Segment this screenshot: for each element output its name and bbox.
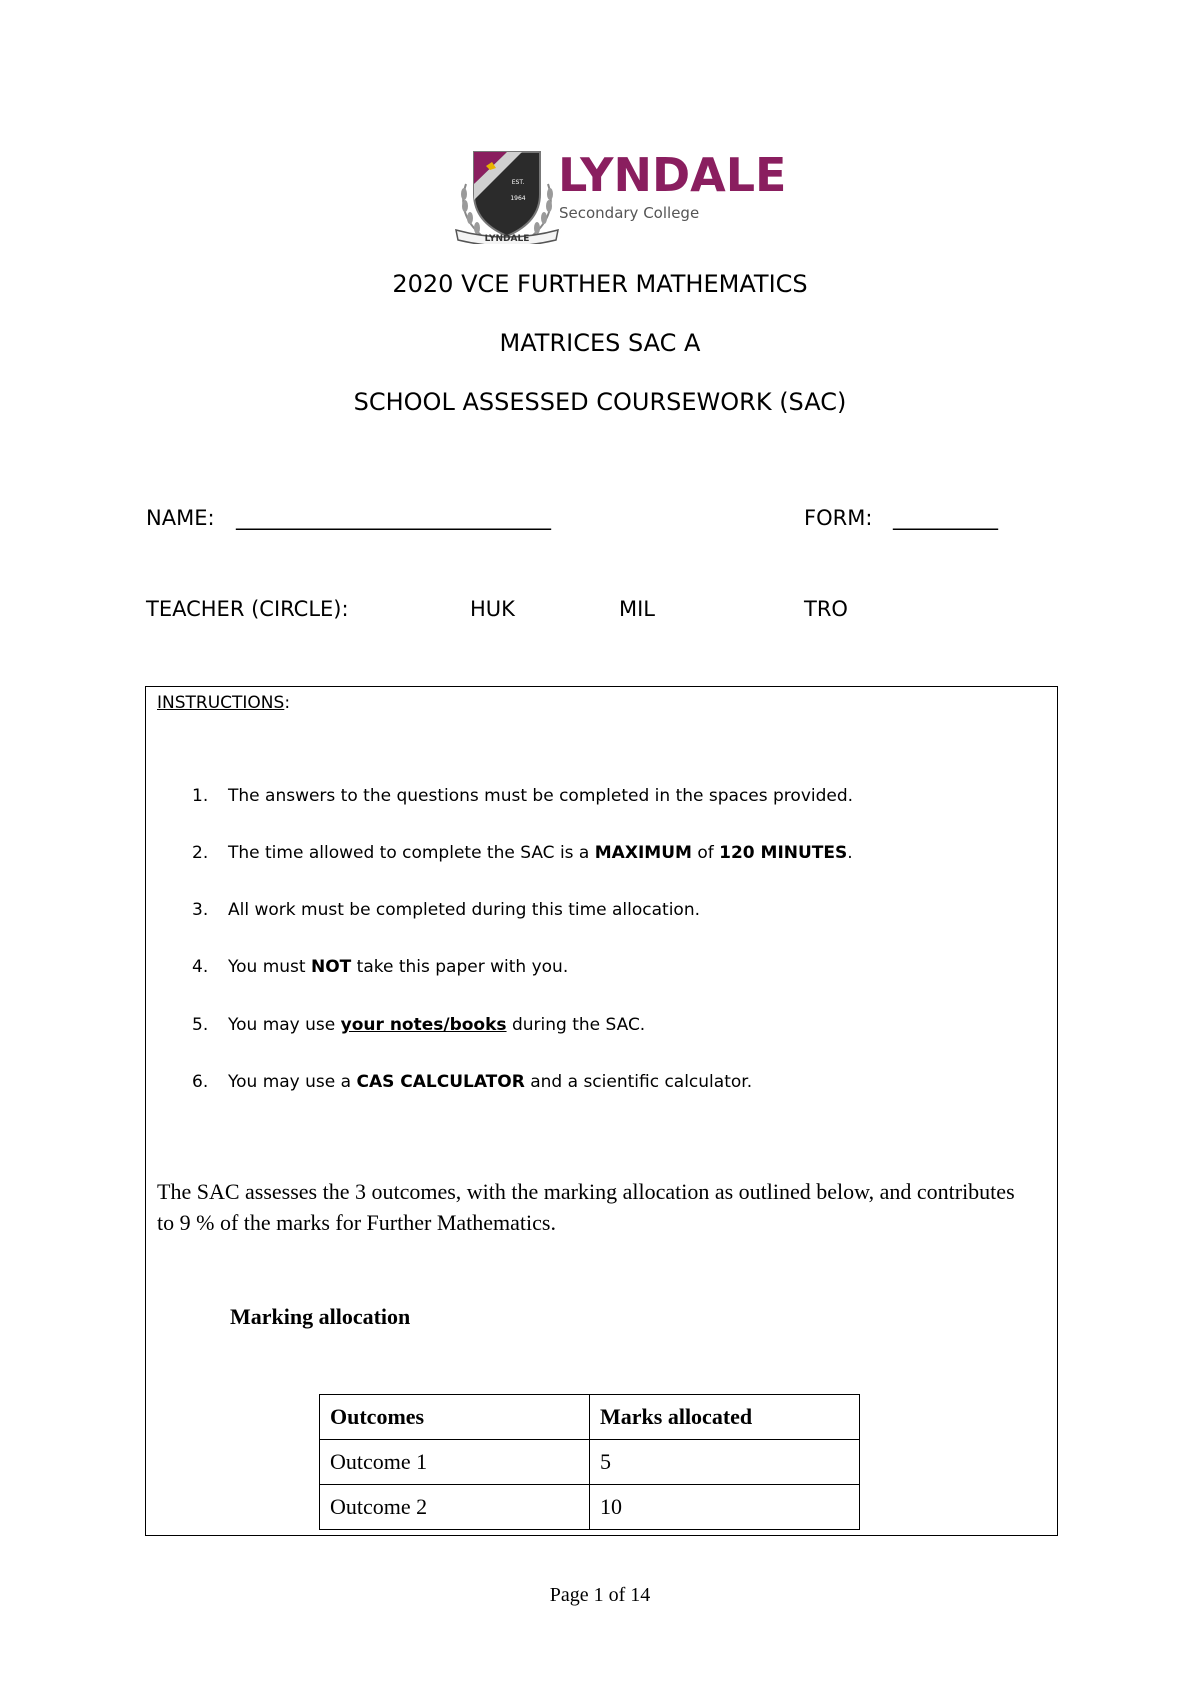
form-field[interactable]: __________ — [893, 506, 998, 530]
instruction-item — [192, 845, 853, 862]
marking-table — [319, 1394, 860, 1530]
instruction-number: 5. — [192, 1015, 209, 1035]
table-row — [320, 1440, 860, 1485]
instruction-item — [192, 788, 853, 805]
instruction-text: You may use a — [228, 1072, 357, 1092]
instruction-text: during the SAC. — [506, 1015, 646, 1035]
teacher-option-tro[interactable]: TRO — [804, 597, 848, 621]
name-field[interactable]: ______________________________ — [236, 506, 551, 530]
instruction-number: 6. — [192, 1072, 209, 1092]
table-header-row — [320, 1395, 860, 1440]
school-name: LYNDALE — [558, 148, 787, 202]
instruction-text: The answers to the questions must be completed in the spaces provided. — [228, 786, 854, 806]
page-number: Page 1 of 14 — [549, 1584, 651, 1606]
instruction-text: and a scientific calculator. — [524, 1072, 753, 1092]
instruction-text: of — [691, 843, 720, 863]
table-cell: 5 — [590, 1440, 860, 1485]
instructions-heading-wrap: INSTRUCTIONS: — [157, 693, 291, 713]
instruction-text: CAS CALCULATOR — [356, 1072, 525, 1092]
assessment-paragraph: The SAC assesses the 3 outcomes, with the marking allocation as outlined below, and contributes to 9 % of the marks for Further Mathematics. — [157, 1179, 1015, 1235]
instructions-heading: INSTRUCTIONS — [157, 693, 285, 713]
instruction-number: 3. — [192, 900, 209, 920]
instruction-text: your notes/books — [340, 1015, 507, 1035]
teacher-option-huk[interactable]: HUK — [470, 597, 515, 621]
crest-year-text: 1964 — [510, 195, 526, 202]
crest-est-text: EST. — [511, 179, 525, 186]
instruction-text: MAXIMUM — [594, 843, 692, 863]
table-header-cell: Outcomes — [320, 1395, 590, 1440]
instruction-text: NOT — [310, 957, 352, 977]
document-subtitle: MATRICES SAC A — [499, 329, 701, 357]
name-label: NAME: — [146, 506, 215, 530]
instruction-text: The time allowed to complete the SAC is a — [228, 843, 595, 863]
table-cell: Outcome 2 — [320, 1485, 590, 1530]
instruction-text: take this paper with you. — [351, 957, 569, 977]
table-cell: 10 — [590, 1485, 860, 1530]
marking-allocation-heading: Marking allocation — [230, 1304, 411, 1329]
instruction-text: You may use — [228, 1015, 341, 1035]
form-label: FORM: — [804, 506, 873, 530]
table-header-cell: Marks allocated — [590, 1395, 860, 1440]
instruction-text: 120 MINUTES — [719, 843, 848, 863]
instruction-item — [192, 959, 568, 976]
teacher-option-mil[interactable]: MIL — [619, 597, 656, 621]
table-row — [320, 1485, 860, 1530]
document-type: SCHOOL ASSESSED COURSEWORK (SAC) — [353, 388, 847, 416]
teacher-label: TEACHER (CIRCLE): — [146, 597, 349, 621]
instruction-item — [192, 902, 700, 919]
crest-banner-text: LYNDALE — [484, 234, 530, 244]
instruction-number: 2. — [192, 843, 209, 863]
school-subtitle: Secondary College — [559, 204, 700, 222]
instruction-number: 4. — [192, 957, 209, 977]
instruction-text: All work must be completed during this time allocation. — [228, 900, 701, 920]
instruction-text: . — [847, 843, 853, 863]
instruction-text: You must — [228, 957, 311, 977]
instruction-item — [192, 1074, 752, 1091]
instruction-number: 1. — [192, 786, 209, 806]
table-cell: Outcome 1 — [320, 1440, 590, 1485]
instruction-item — [192, 1017, 645, 1034]
document-title: 2020 VCE FURTHER MATHEMATICS — [392, 270, 808, 298]
